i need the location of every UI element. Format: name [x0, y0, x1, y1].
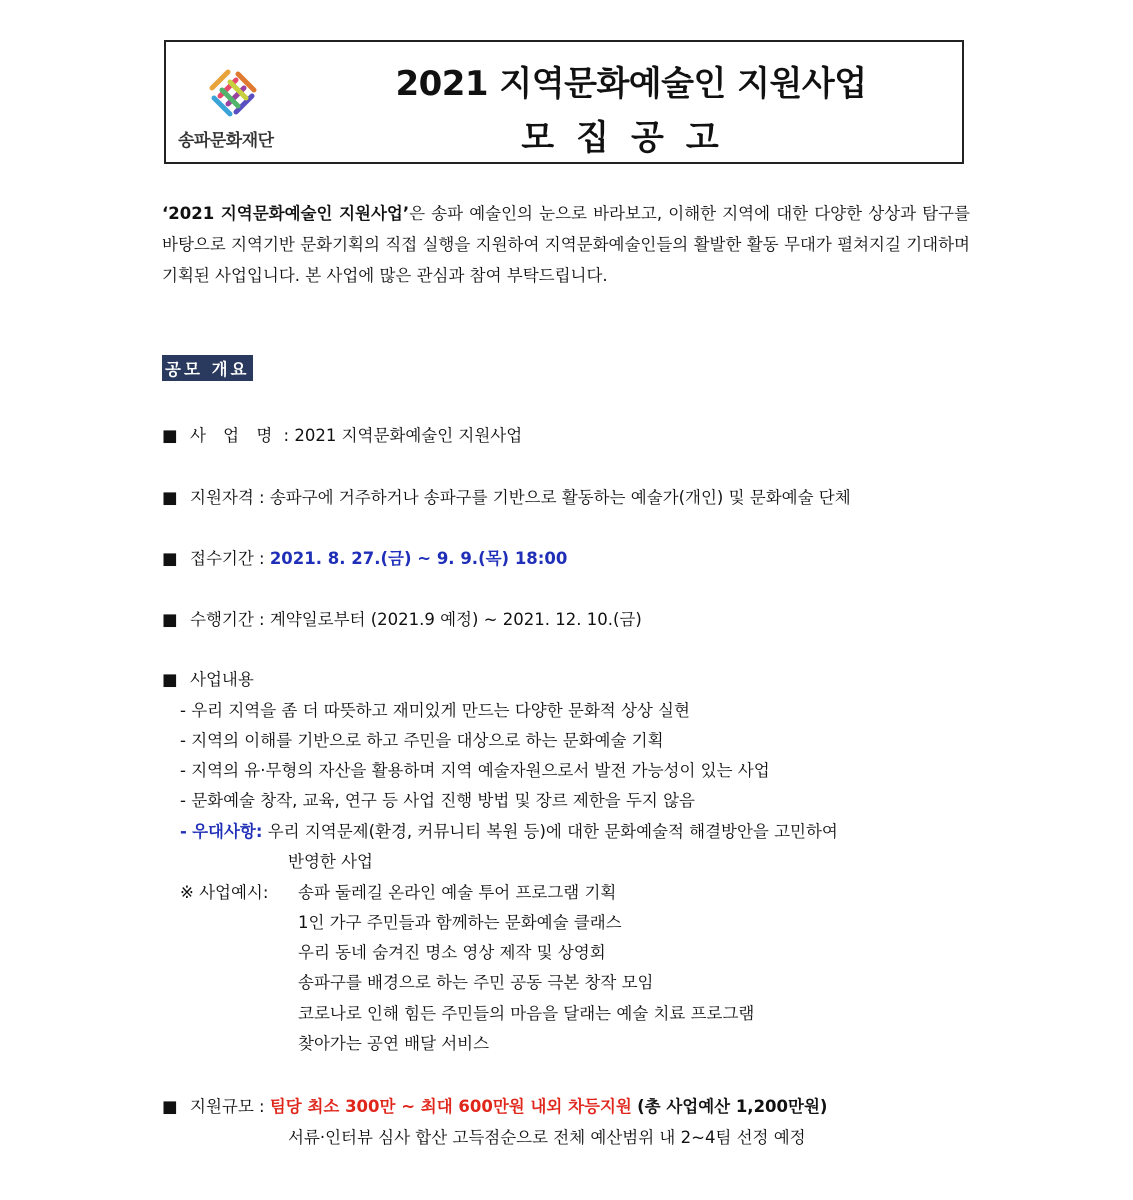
title-line-2: 모집공고 — [521, 118, 741, 158]
example-item: 송파 둘레길 온라인 예술 투어 프로그램 기획 — [298, 883, 617, 902]
preference-line-2: 반영한 사업 — [288, 852, 373, 871]
period-label: 접수기간 — [190, 549, 254, 568]
preference-line — [180, 818, 838, 842]
section-title: 공모 개요 — [162, 355, 253, 381]
foundation-logo — [178, 64, 288, 154]
bullet: ■ — [162, 610, 178, 629]
example-item: 우리 동네 숨겨진 명소 영상 제작 및 상영회 — [298, 943, 606, 962]
scale-value: 팀당 최소 300만 ~ 최대 600만원 내외 차등지원 — [269, 1097, 632, 1116]
bullet: ■ — [162, 426, 178, 445]
content-line: - 우리 지역을 좀 더 따뜻하고 재미있게 만드는 다양한 문화적 상상 실현 — [180, 701, 690, 720]
item-project-name: ■ 사 업 명 : 2021 지역문화예술인 지원사업 — [162, 426, 523, 445]
content-line: - 지역의 유·무형의 자산을 활용하며 지역 예술자원으로서 발전 가능성이 있는 사업 — [180, 761, 770, 780]
title-line-1: 2021 지역문화예술인 지원사업 — [395, 64, 867, 104]
exec-label: 수행기간 — [190, 610, 254, 629]
item-execution-period: ■ 수행기간 : 계약일로부터 (2021.9 예정) ~ 2021. 12. 10.(금) — [162, 610, 642, 629]
intro-paragraph — [162, 198, 970, 291]
intro-text: 은 송파 예술인의 눈으로 바라보고, 이해한 지역에 대한 다양한 상상과 탐구를 바탕으로 지역기반 문화기획의 직접 실행을 지원하여 지역문화예술인들의 활발한 활동 무대가 펼쳐지길 기대하며 기획된 사업입니다. 본 사업에 많은 관심과 참여 부탁드립니다. — [162, 204, 971, 285]
scale-total: (총 사업예산 1,200만원) — [637, 1097, 828, 1116]
intro-highlight: ‘2021 지역문화예술인 지원사업’ — [162, 204, 410, 223]
bullet: ■ — [162, 1097, 178, 1116]
eligibility-value: 송파구에 거주하거나 송파구를 기반으로 활동하는 예술가(개인) 및 문화예술 단체 — [269, 488, 851, 507]
item-content — [162, 666, 254, 690]
item-eligibility: ■ 지원자격 : 송파구에 거주하거나 송파구를 기반으로 활동하는 예술가(개인) 및 문화예술 단체 — [162, 488, 851, 507]
project-name-label: 사 업 명 — [190, 426, 279, 445]
example-item: 1인 가구 주민들과 함께하는 문화예술 클래스 — [298, 913, 622, 932]
exec-value: 계약일로부터 (2021.9 예정) ~ 2021. 12. 10.(금) — [269, 610, 642, 629]
bullet: ■ — [162, 549, 178, 568]
item-application-period: ■ 접수기간 : 2021. 8. 27.(금) ~ 9. 9.(목) 18:00 — [162, 549, 568, 568]
content-line: - 지역의 이해를 기반으로 하고 주민을 대상으로 하는 문화예술 기획 — [180, 731, 664, 750]
preference-label: 우대사항: — [192, 822, 263, 841]
preference-text: 우리 지역문제(환경, 커뮤니티 복원 등)에 대한 문화예술적 해결방안을 고민하여 — [267, 822, 838, 841]
example-item: 송파구를 배경으로 하는 주민 공동 극본 창작 모임 — [298, 973, 654, 992]
content-line: - 문화예술 창작, 교육, 연구 등 사업 진행 방법 및 장르 제한을 두지 않음 — [180, 791, 695, 810]
project-name-value: 2021 지역문화예술인 지원사업 — [294, 426, 523, 445]
bullet: ■ — [162, 488, 178, 507]
item-support-scale: ■ 지원규모 : 팀당 최소 300만 ~ 최대 600만원 내외 차등지원 (총 사업예산 1,200만원) — [162, 1097, 828, 1116]
examples-label: ※ 사업예시: — [180, 883, 269, 902]
bullet: ■ — [162, 670, 178, 689]
preference-dash: - — [180, 822, 187, 841]
scale-label: 지원규모 — [190, 1097, 254, 1116]
knot-logo-icon — [206, 64, 260, 122]
eligibility-label: 지원자격 — [190, 488, 254, 507]
example-item: 찾아가는 공연 배달 서비스 — [298, 1034, 490, 1053]
logo-text: 송파문화재단 — [178, 131, 274, 151]
scale-line-2: 서류·인터뷰 심사 합산 고득점순으로 전체 예산범위 내 2~4팀 선정 예정 — [288, 1128, 806, 1147]
header-box — [164, 40, 964, 164]
example-item: 코로나로 인해 힘든 주민들의 마음을 달래는 예술 치료 프로그램 — [298, 1004, 755, 1023]
period-value: 2021. 8. 27.(금) ~ 9. 9.(목) 18:00 — [269, 549, 568, 568]
content-label: 사업내용 — [190, 670, 254, 689]
